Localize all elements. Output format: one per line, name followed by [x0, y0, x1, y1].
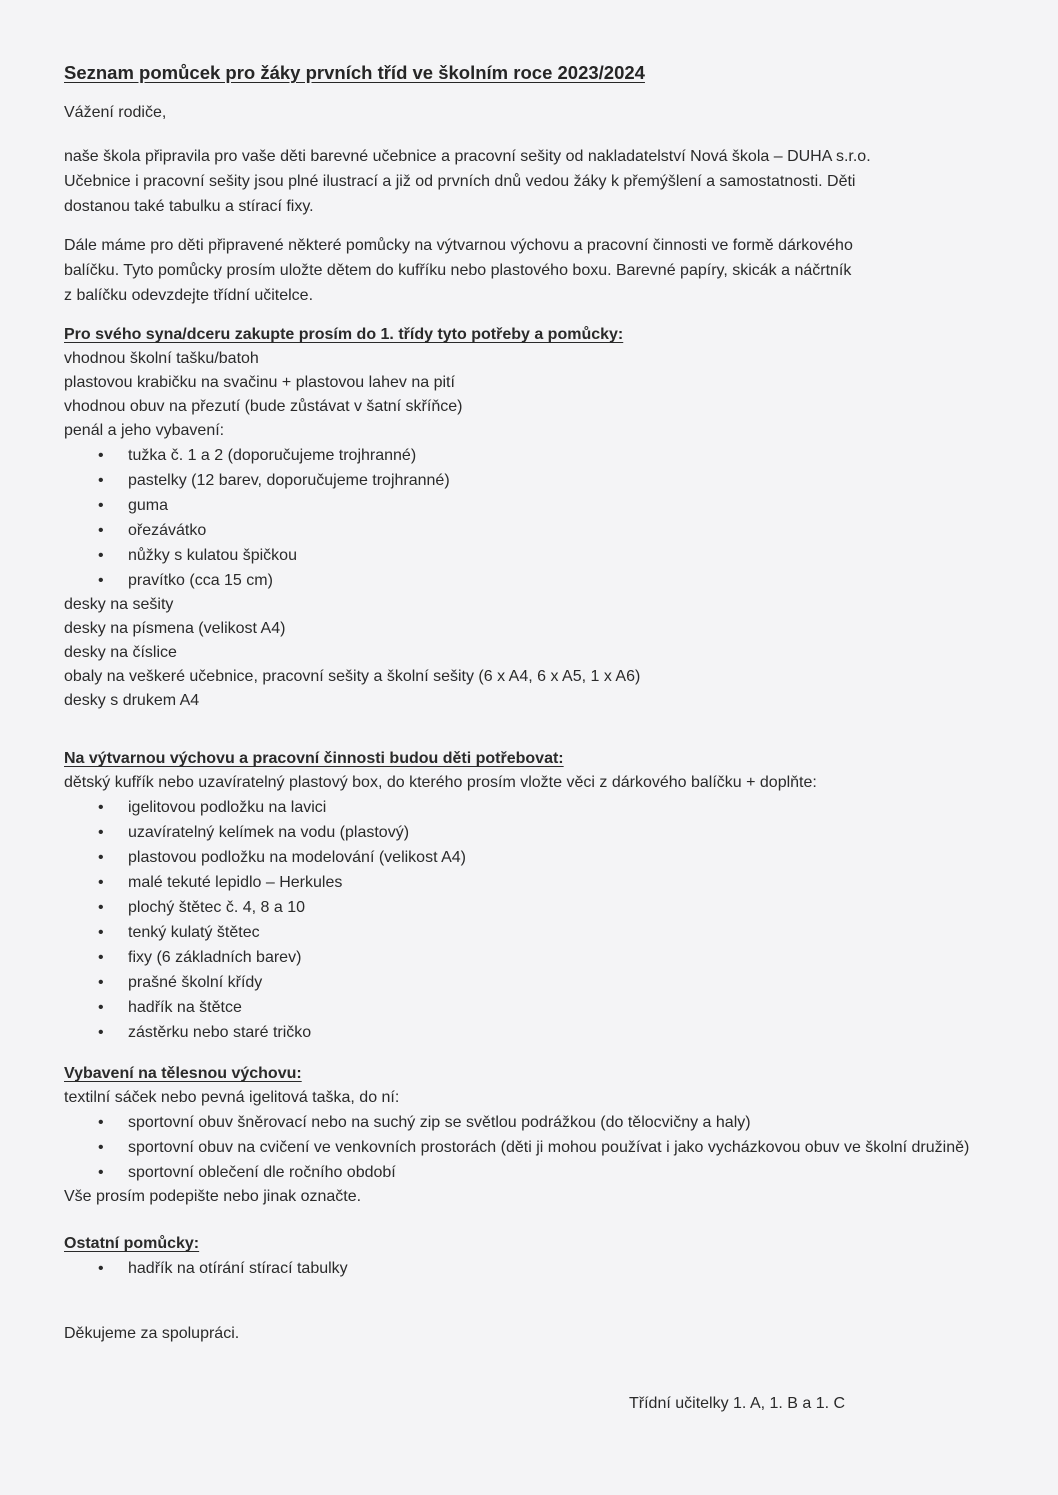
bullet-icon: • — [98, 974, 104, 991]
bullet-text: hadřík na štětce — [128, 999, 242, 1016]
section-heading-supplies: Pro svého syna/dceru zakupte prosím do 1. třídy tyto potřeby a pomůcky: — [64, 326, 624, 343]
bullet-icon: • — [98, 799, 104, 816]
list-item: desky na sešity — [64, 596, 174, 613]
bullet-text: pastelky (12 barev, doporučujeme trojhranné) — [128, 472, 450, 489]
pe-bullets — [64, 1110, 998, 1185]
bullet-icon: • — [98, 472, 104, 489]
thanks-text: Děkujeme za spolupráci. — [64, 1325, 240, 1342]
intro-line: dostanou také tabulku a stírací fixy. — [64, 198, 314, 215]
bullet-text: plastovou podložku na modelování (velikost A4) — [128, 849, 466, 866]
bullet-item — [94, 920, 998, 945]
section-intro: dětský kufřík nebo uzavíratelný plastový box, do kterého prosím vložte věci z dárkového balíčku + doplňte: — [64, 774, 817, 791]
bullet-text: sportovní obuv šněrovací nebo na suchý zip se světlou podrážkou (do tělocvičny a haly) — [128, 1114, 751, 1131]
bullet-text: guma — [128, 497, 169, 514]
bullet-item — [94, 820, 998, 845]
other-bullets — [64, 1256, 998, 1281]
bullet-icon: • — [98, 497, 104, 514]
bullet-icon: • — [98, 522, 104, 539]
bullet-icon: • — [98, 874, 104, 891]
intro-line: Učebnice i pracovní sešity jsou plné ilustrací a již od prvních dnů vedou žáky k přemýšlení a samostatnosti. Děti — [64, 173, 856, 190]
supplies-list — [64, 347, 998, 713]
bullet-item — [94, 543, 998, 568]
bullet-text: igelitovou podložku na lavici — [128, 799, 327, 816]
bullet-text: tenký kulatý štětec — [128, 924, 260, 941]
section-heading-pe: Vybavení na tělesnou výchovu: — [64, 1065, 302, 1082]
bullet-text: prašné školní křídy — [128, 974, 263, 991]
bullet-icon: • — [98, 547, 104, 564]
document-title: Seznam pomůcek pro žáky prvních tříd ve školním roce 2023/2024 — [64, 62, 645, 83]
bullet-text: pravítko (cca 15 cm) — [128, 572, 273, 589]
bullet-icon: • — [98, 1139, 104, 1156]
bullet-item — [94, 518, 998, 543]
intro-line: naše škola připravila pro vaše děti barevné učebnice a pracovní sešity od nakladatelství Nová škola – DUHA s.r.o. — [64, 148, 871, 165]
bullet-text: ořezávátko — [128, 522, 207, 539]
bullet-item — [94, 1160, 998, 1185]
pencil-case-bullets — [64, 443, 998, 593]
bullet-text: plochý štětec č. 4, 8 a 10 — [128, 899, 305, 916]
signature: Třídní učitelky 1. A, 1. B a 1. C — [629, 1395, 846, 1412]
bullet-text: sportovní oblečení dle ročního období — [128, 1164, 396, 1181]
list-item: plastovou krabičku na svačinu + plastovou lahev na pití — [64, 374, 455, 391]
bullet-item — [94, 970, 998, 995]
bullet-icon: • — [98, 849, 104, 866]
salutation: Vážení rodiče, — [64, 104, 167, 121]
bullet-text: fixy (6 základních barev) — [128, 949, 302, 966]
bullet-item — [94, 468, 998, 493]
gift-package-paragraph — [64, 233, 998, 308]
bullet-item — [94, 995, 998, 1020]
bullet-text: sportovní obuv na cvičení ve venkovních prostorách (děti ji mohou používat i jako vycházkovou obuv ve školní družině) — [128, 1139, 970, 1156]
bullet-item — [94, 1256, 998, 1281]
section-heading-other: Ostatní pomůcky: — [64, 1235, 200, 1252]
bullet-icon: • — [98, 1164, 104, 1181]
list-item: vhodnou obuv na přezutí (bude zůstávat v šatní skříňce) — [64, 398, 463, 415]
bullet-item — [94, 1020, 998, 1045]
bullet-icon: • — [98, 1024, 104, 1041]
bullet-icon: • — [98, 924, 104, 941]
bullet-icon: • — [98, 824, 104, 841]
bullet-icon: • — [98, 572, 104, 589]
bullet-item — [94, 945, 998, 970]
bullet-icon: • — [98, 447, 104, 464]
bullet-text: uzavíratelný kelímek na vodu (plastový) — [128, 824, 410, 841]
bullet-icon: • — [98, 1260, 104, 1277]
bullet-item — [94, 1135, 998, 1160]
bullet-item — [94, 895, 998, 920]
list-item: penál a jeho vybavení: — [64, 422, 225, 439]
bullet-item — [94, 443, 998, 468]
bullet-icon: • — [98, 1114, 104, 1131]
intro2-line: balíčku. Tyto pomůcky prosím uložte dětem do kufříku nebo plastového boxu. Barevné papíry, skicák a náčrtník — [64, 262, 852, 279]
list-item: desky na číslice — [64, 644, 177, 661]
list-item: desky s drukem A4 — [64, 692, 200, 709]
section-outro: Vše prosím podepište nebo jinak označte. — [64, 1188, 362, 1205]
bullet-icon: • — [98, 999, 104, 1016]
intro2-line: Dále máme pro děti připravené některé pomůcky na výtvarnou výchovu a pracovní činnosti ve formě dárkového — [64, 237, 853, 254]
list-item: vhodnou školní tašku/batoh — [64, 350, 259, 367]
intro2-line: z balíčku odevzdejte třídní učitelce. — [64, 287, 314, 304]
list-item: desky na písmena (velikost A4) — [64, 620, 286, 637]
bullet-text: zástěrku nebo staré tričko — [128, 1024, 312, 1041]
bullet-text: tužka č. 1 a 2 (doporučujeme trojhranné) — [128, 447, 417, 464]
bullet-text: hadřík na otírání stírací tabulky — [128, 1260, 348, 1277]
section-heading-art: Na výtvarnou výchovu a pracovní činnosti budou děti potřebovat: — [64, 750, 564, 767]
bullet-item — [94, 568, 998, 593]
bullet-item — [94, 870, 998, 895]
bullet-icon: • — [98, 899, 104, 916]
bullet-text: nůžky s kulatou špičkou — [128, 547, 297, 564]
art-bullets — [64, 795, 998, 1045]
bullet-icon: • — [98, 949, 104, 966]
bullet-item — [94, 493, 998, 518]
pe-list — [64, 1086, 998, 1209]
bullet-item — [94, 1110, 998, 1135]
bullet-text: malé tekuté lepidlo – Herkules — [128, 874, 343, 891]
bullet-item — [94, 845, 998, 870]
section-intro: textilní sáček nebo pevná igelitová taška, do ní: — [64, 1089, 400, 1106]
list-item: obaly na veškeré učebnice, pracovní sešity a školní sešity (6 x A4, 6 x A5, 1 x A6) — [64, 668, 641, 685]
bullet-item — [94, 795, 998, 820]
art-list — [64, 771, 998, 1045]
intro-paragraph — [64, 144, 998, 219]
